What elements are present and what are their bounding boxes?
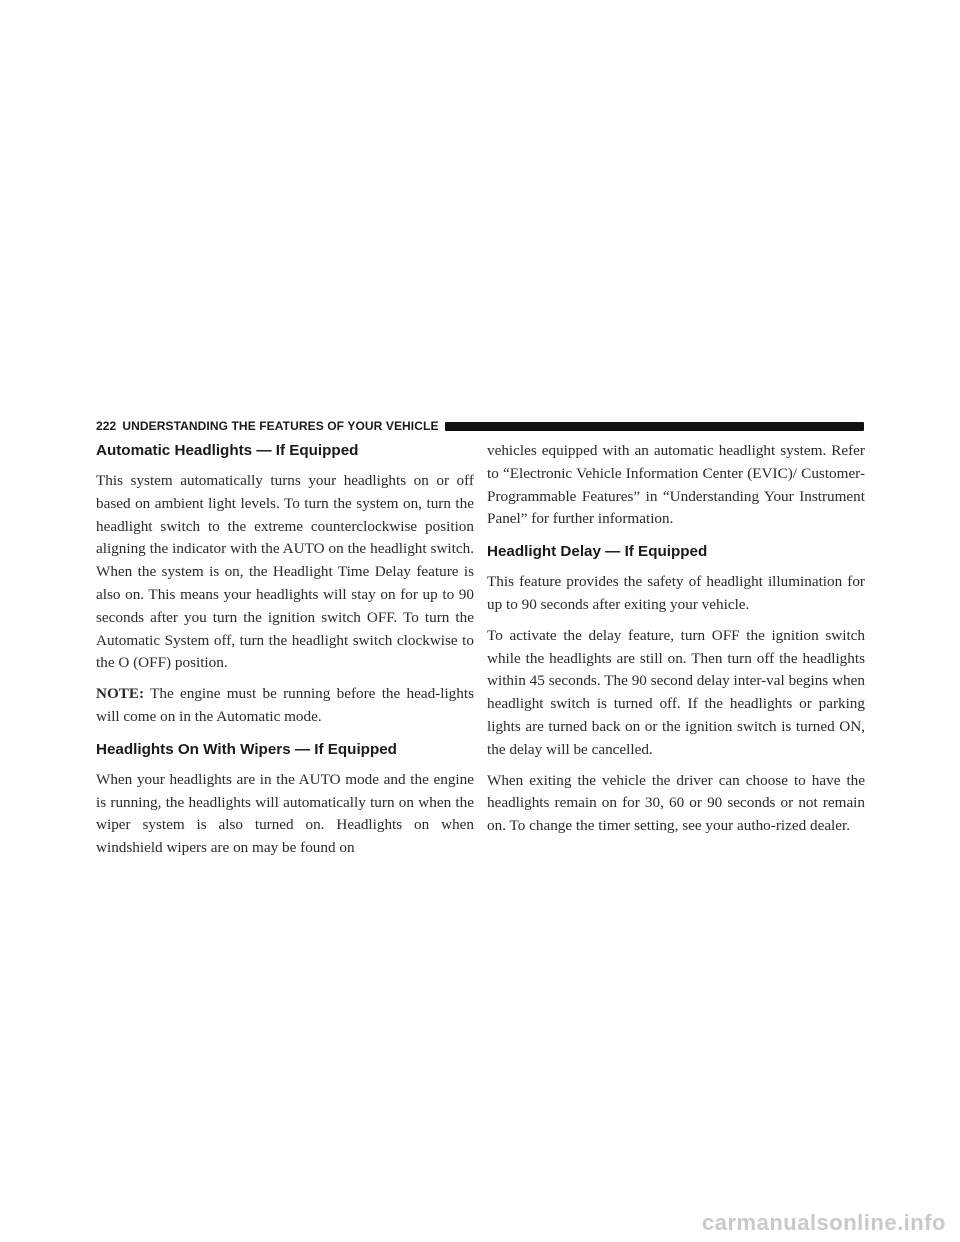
wipers-heading: Headlights On With Wipers — If Equipped (96, 740, 397, 758)
watermark: carmanualsonline.info (702, 1210, 946, 1235)
section-title: UNDERSTANDING THE FEATURES OF YOUR VEHICLE (122, 419, 439, 433)
auto-headlights-paragraph: This system automatically turns your headlights on or off based on ambient light levels. To turn the system on, turn the headlight switch to the extreme counterclockwise position aligning the indicator with the AUTO on the headlight switch. When the system is on, the Headlight Time Delay feature is also on. This means your headlights will stay on for up to 90 seconds after you turn the ignition switch OFF. To turn the Automatic System off, turn the headlight switch clockwise to the O (OFF) position. (96, 472, 474, 672)
delay-heading: Headlight Delay — If Equipped (487, 543, 708, 561)
note-label: NOTE: (96, 685, 145, 703)
left-column (96, 441, 474, 860)
header-rule (445, 422, 864, 431)
wipers-paragraph: When your headlights are in the AUTO mode and the engine is running, the headlights will automatically turn on when the wiper system is also turned on. Headlights on when windshield wipers are on may be found on (96, 770, 474, 857)
delay-paragraph-3: When exiting the vehicle the driver can choose to have the headlights remain on for 30, 60 or 90 seconds or not remain on. To change the timer setting, see your autho-rized dealer. (487, 771, 865, 835)
wipers-continued-paragraph: vehicles equipped with an automatic headlight system. Refer to “Electronic Vehicle Information Center (EVIC)/ Customer-Programmable Features” in “Understanding Your Instrument Panel” for further information. (487, 442, 865, 528)
auto-headlights-heading: Automatic Headlights — If Equipped (96, 442, 359, 459)
page-number: 222 (96, 419, 117, 433)
note-paragraph (96, 683, 474, 729)
page-header (96, 416, 864, 436)
delay-paragraph-1: This feature provides the safety of headlight illumination for up to 90 seconds after exiting your vehicle. (487, 573, 865, 613)
note-text: The engine must be running before the head-lights will come on in the Automatic mode. (96, 685, 474, 725)
delay-paragraph-2: To activate the delay feature, turn OFF the ignition switch while the headlights are still on. Then turn off the headlights within 45 seconds. The 90 second delay inter-val begins when headlight switch is turned off. If the headlights or parking lights are turned back on or the ignition switch is turned ON, the delay will be cancelled. (487, 626, 865, 758)
right-column (487, 441, 865, 838)
